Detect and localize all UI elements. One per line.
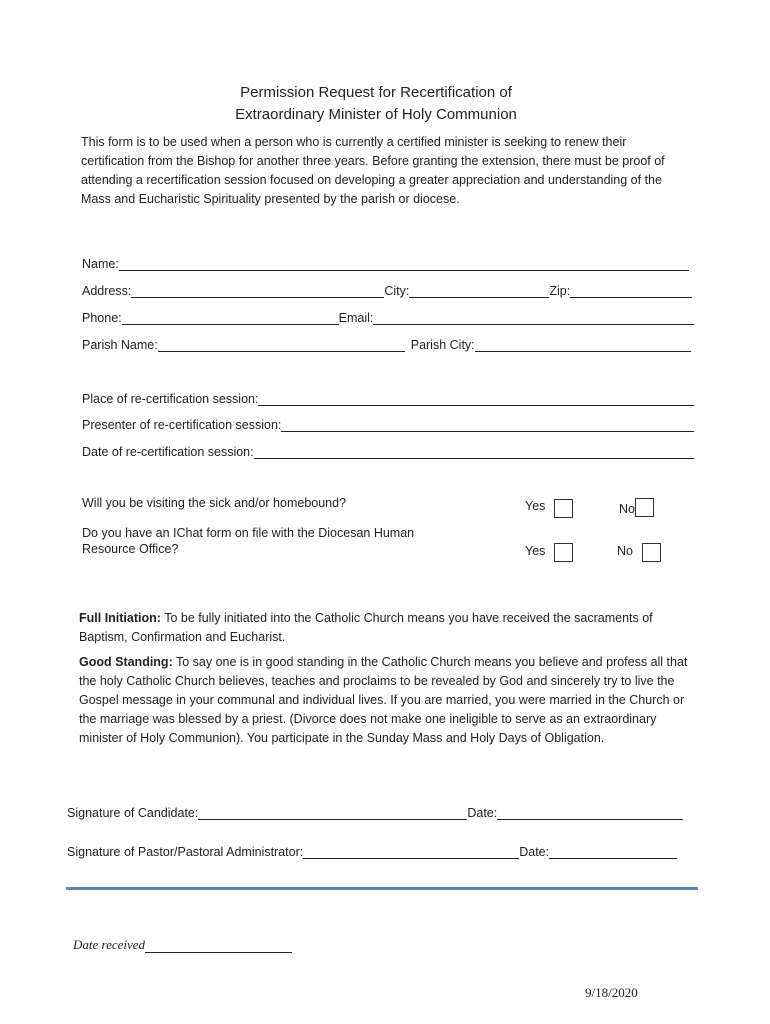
revision-date: 9/18/2020	[585, 985, 638, 1000]
phone-row	[82, 308, 694, 325]
parish-city-field[interactable]	[475, 338, 691, 352]
date-received-field[interactable]	[145, 942, 292, 953]
city-field[interactable]	[409, 284, 549, 298]
zip-label: Zip:	[549, 284, 571, 298]
intro-paragraph: This form is to be used when a person who is currently a certified minister is seeking to renew their certification from the Bishop for another three years. Before granting the extension, there must be proof of attending a recertification session focused on developing a greater appreciation and understanding of the Mass and Eucharistic Spirituality presented by the parish or diocese.	[81, 135, 665, 206]
question-ichat-form: Do you have an IChat form on file with the Diocesan Human Resource Office?	[82, 526, 415, 556]
parish-city-label: Parish City:	[410, 338, 475, 352]
place-label: Place of re-certification session:	[82, 392, 259, 406]
q1-no-label: No	[619, 501, 635, 516]
presenter-label: Presenter of re-certification session:	[82, 418, 282, 432]
name-label: Name:	[82, 257, 119, 271]
q1-no-checkbox[interactable]	[635, 498, 654, 517]
good-standing-text: To say one is in good standing in the Catholic Church means you believe and profess all that the holy Catholic Church believes, teaches and proclaims to be revealed by God and sincerely try to live the Gospel message in your communal and individual lives. If you are married, you were married in the Church or the marriage was blessed by a priest. (Divorce does not make one ineligible to serve as an extraordinary minister of Holy Communion). You participate in the Sunday Mass and Holy Days of Obligation.	[79, 655, 688, 745]
pastor-signature-field[interactable]	[303, 845, 519, 859]
parish-name-field[interactable]	[158, 338, 405, 352]
pastor-signature-row	[67, 842, 677, 859]
city-label: City:	[384, 284, 410, 298]
candidate-signature-label: Signature of Candidate:	[67, 806, 199, 820]
place-field[interactable]	[258, 392, 694, 406]
candidate-signature-field[interactable]	[198, 806, 467, 820]
place-row	[82, 389, 694, 406]
form-title-line2: Extraordinary Minister of Holy Communion	[235, 106, 517, 123]
full-initiation-term: Full Initiation:	[79, 611, 161, 625]
candidate-date-field[interactable]	[497, 806, 683, 820]
address-row	[82, 281, 692, 298]
name-row	[82, 254, 689, 271]
good-standing-term: Good Standing:	[79, 655, 173, 669]
address-field[interactable]	[131, 284, 384, 298]
form-title-line1: Permission Request for Recertification of	[240, 84, 512, 101]
session-date-field[interactable]	[254, 445, 694, 459]
parish-name-label: Parish Name:	[82, 338, 158, 352]
q2-yes-label: Yes	[525, 543, 546, 558]
section-divider	[66, 887, 698, 890]
q1-yes-checkbox[interactable]	[554, 499, 573, 518]
presenter-field[interactable]	[281, 418, 694, 432]
q2-yes-option	[525, 539, 573, 562]
email-field[interactable]	[373, 311, 694, 325]
zip-field[interactable]	[570, 284, 692, 298]
session-date-row	[82, 442, 694, 459]
question-visiting-sick: Will you be visiting the sick and/or homebound?	[82, 496, 347, 510]
candidate-date-label: Date:	[467, 806, 498, 820]
session-date-label: Date of re-certification session:	[82, 445, 254, 459]
q2-no-option	[617, 539, 661, 562]
q2-yes-checkbox[interactable]	[554, 543, 573, 562]
phone-field[interactable]	[122, 311, 339, 325]
q1-no-option	[619, 494, 654, 517]
full-initiation-paragraph	[79, 609, 699, 647]
good-standing-paragraph	[79, 653, 699, 748]
parish-row	[82, 335, 691, 352]
q1-yes-label: Yes	[525, 498, 546, 513]
q2-no-checkbox[interactable]	[642, 543, 661, 562]
phone-label: Phone:	[82, 311, 122, 325]
presenter-row	[82, 415, 694, 432]
date-received-label: Date received	[73, 937, 146, 952]
address-label: Address:	[82, 284, 132, 298]
candidate-signature-row	[67, 803, 683, 820]
name-field[interactable]	[119, 257, 689, 271]
pastor-date-field[interactable]	[549, 845, 677, 859]
full-initiation-text: To be fully initiated into the Catholic Church means you have received the sacraments of Baptism, Confirmation and Eucharist.	[79, 611, 653, 644]
q2-no-label: No	[617, 543, 633, 558]
pastor-date-label: Date:	[519, 845, 550, 859]
email-label: Email:	[338, 311, 374, 325]
pastor-signature-label: Signature of Pastor/Pastoral Administrator:	[67, 845, 304, 859]
q1-yes-option	[525, 493, 573, 518]
date-received-row	[73, 937, 292, 953]
